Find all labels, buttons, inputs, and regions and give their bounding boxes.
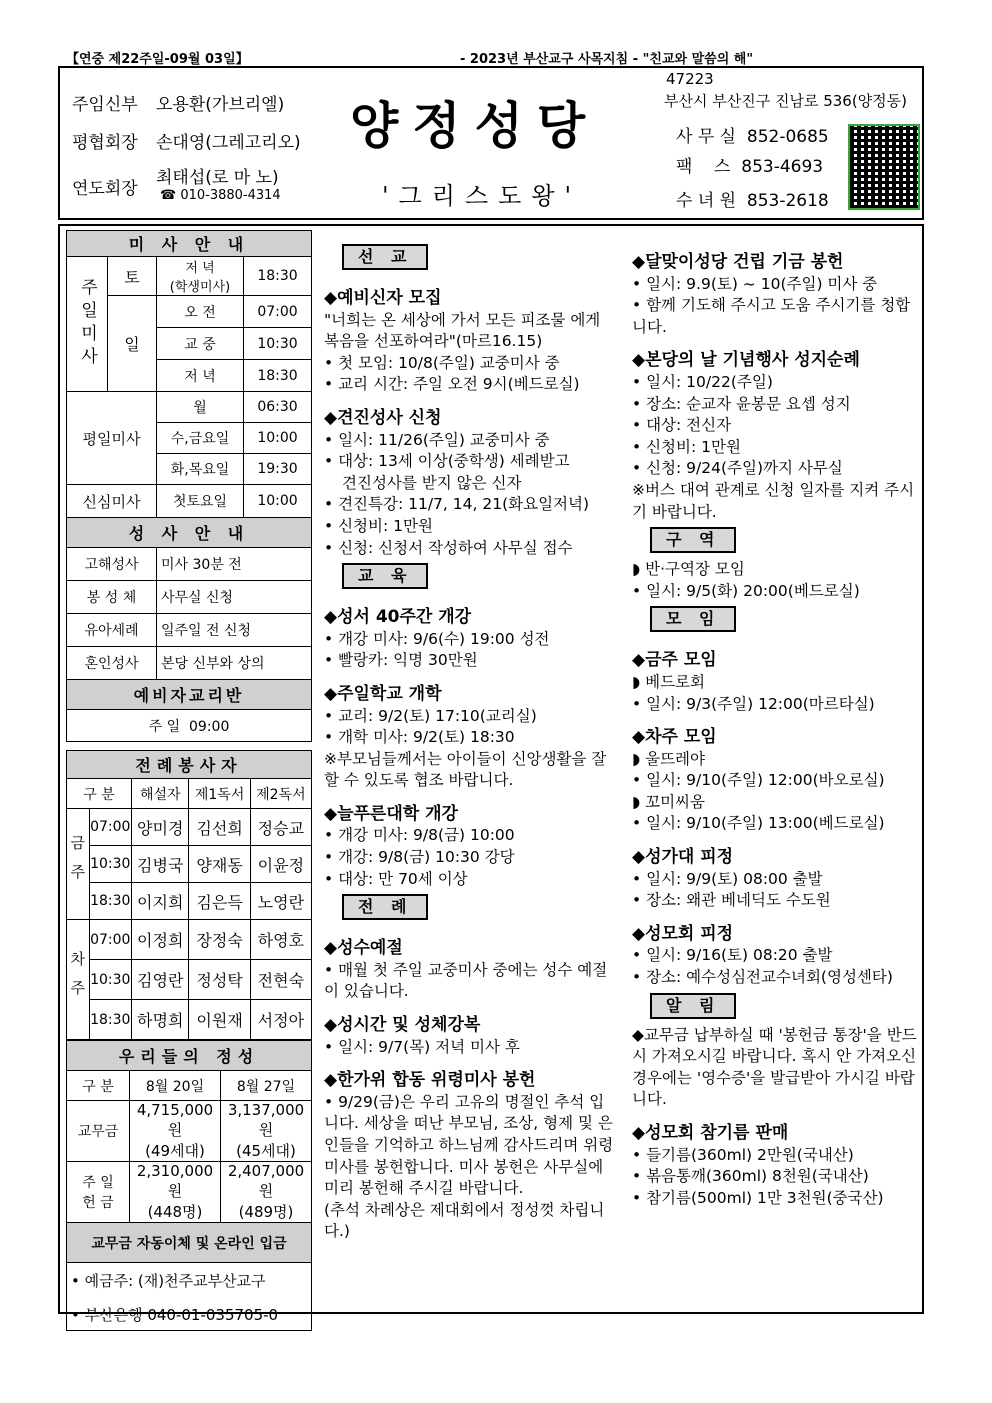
- notice-line: • 첫 모임: 10/8(주일) 교중미사 중: [324, 353, 560, 372]
- mass-time: 18:30: [244, 360, 312, 392]
- zip-code: 47223: [666, 70, 714, 88]
- offering-table: [66, 1040, 312, 1331]
- notice-line: • 교리: 9/2(토) 17:10(교리실): [324, 706, 537, 725]
- notice-line: • 볶음통깨(360ml) 8천원(국내산): [632, 1167, 869, 1186]
- server: 이지희: [132, 883, 189, 920]
- notice-line: • 교리 시간: 주일 오전 9시(베드로실): [324, 375, 580, 394]
- notice-line: "너희는 온 세상에 가서 모든 피조물 에게 복음을 선포하여라"(마르16.15): [324, 310, 601, 351]
- top-line: [60, 46, 926, 66]
- notice-line: • 개강: 9/8(금) 10:30 강당: [324, 848, 515, 867]
- grade-name: 최태섭(로 마 노): [156, 168, 279, 188]
- catechumen-title: 예비자교리반: [67, 680, 312, 710]
- notice-line: • 신청: 9/24(주일)까지 사무실: [632, 459, 843, 478]
- saturday-label: 토: [108, 257, 157, 296]
- section-label-row: [632, 602, 917, 638]
- server: 하영호: [250, 920, 311, 960]
- auto-transfer-title: 교무금 자동이체 및 온라인 입금: [67, 1223, 312, 1263]
- mass-time: 19:30: [244, 454, 312, 485]
- catechumen-time: 주 일 09:00: [67, 710, 312, 742]
- time: 07:00: [89, 809, 131, 846]
- notice-heading: ◆성가대 피정: [632, 847, 734, 868]
- grade-label: 연도회장: [72, 179, 138, 199]
- notice-line: • 함께 기도해 주시고 도움 주시기를 청합니다.: [632, 296, 911, 336]
- server: 김영란: [132, 960, 189, 1000]
- fax-number: 팩 스 853-4693: [676, 157, 824, 177]
- saturday-time: 18:30: [244, 257, 312, 296]
- time: 18:30: [89, 1000, 131, 1040]
- week-label: 차주: [67, 920, 90, 1040]
- col-head: 구 분: [67, 1071, 130, 1101]
- section-label-row: [632, 523, 917, 559]
- notice-line: • 견진특강: 11/7, 14, 21(화요일저녁): [324, 495, 590, 514]
- notice-line: ◆교무금 납부하실 때 '봉헌금 통장'을 반드시 가져오시길 바랍니다. 혹시 안 가져오신 경우에는 '영수증'을 발급받아 가시길 바랍니다.: [632, 1025, 917, 1109]
- server: 김병국: [132, 846, 189, 883]
- info-table: [66, 230, 312, 742]
- sacrament-note: 미사 30분 전: [157, 548, 312, 581]
- time: 10:30: [89, 846, 131, 883]
- notice-line: ◗ 반·구역장 모임: [632, 560, 745, 579]
- notice-heading: ◆성모회 참기름 판매: [632, 1123, 789, 1143]
- notice-line: • 일시: 11/26(주일) 교중미사 중: [324, 430, 550, 449]
- convent-phone: 수 녀 원 853-2618: [676, 191, 829, 211]
- notice-heading: ◆달맞이성당 건립 기금 봉헌: [632, 252, 844, 272]
- office-phone: 사 무 실 852-0685: [676, 127, 829, 147]
- notice-line: ※버스 대여 관계로 신청 일자를 지켜 주시기 바랍니다.: [632, 480, 915, 521]
- notice-line: ◗ 베드로회: [632, 672, 705, 691]
- mass-kind: 첫토요일: [157, 485, 244, 518]
- sacrament-name: 혼인성사: [67, 647, 157, 680]
- sacrament-note: 일주일 전 신청: [157, 614, 312, 647]
- notice-line: ◗ 꼬미씨움: [632, 792, 705, 811]
- col-head: 8월 20일: [130, 1071, 221, 1101]
- sunday-mass-label: 주일미사: [67, 257, 108, 392]
- pastor-label: 주임신부: [72, 95, 138, 115]
- sacrament-title: 성 사 안 내: [67, 518, 312, 548]
- section-label: 모 임: [650, 606, 736, 632]
- notice-heading: ◆성시간 및 성체강복: [324, 1015, 481, 1036]
- server: 김선희: [189, 809, 250, 846]
- notice-heading: ◆성서 40주간 개강: [324, 607, 472, 628]
- sacrament-name: 유아세례: [67, 614, 157, 647]
- server: 하명희: [132, 1000, 189, 1040]
- servers-title: 전례봉사자: [67, 751, 312, 779]
- sacrament-name: 고해성사: [67, 548, 157, 581]
- week-label: 금주: [67, 809, 90, 920]
- notice-heading: ◆주일학교 개학: [324, 683, 442, 704]
- section-label-row: [324, 559, 614, 595]
- notice-line: • 9/29(금)은 우리 고유의 명절인 추석 입니다. 세상을 떠난 부모님, 조상, 형제 및 은인들을 기억하고 하느님께 감사드리며 위령미사를 봉헌합니다. 미사 봉헌은 사무실에 미리 봉헌해 주시길 바랍니다.: [324, 1092, 614, 1198]
- notice-line: • 대상: 만 70세 이상: [324, 869, 468, 888]
- right-column: [632, 240, 917, 1209]
- notice-line: • 일시: 10/22(주일): [632, 372, 773, 391]
- notice-line: • 개학 미사: 9/2(토) 18:30: [324, 728, 515, 747]
- mass-time: 07:00: [244, 296, 312, 328]
- sacrament-note: 본당 신부와 상의: [157, 647, 312, 680]
- amount: 4,715,000원 (49세대): [130, 1101, 221, 1162]
- address: 부산시 부산진구 진남로 536(양정동): [664, 92, 908, 110]
- sacrament-name: 봉 성 체: [67, 581, 157, 614]
- notice-line: • 일시: 9/16(토) 08:20 출발: [632, 946, 833, 965]
- server: 김은득: [189, 883, 250, 920]
- row-label: 주 일 헌 금: [67, 1162, 130, 1223]
- mass-time: 10:00: [244, 423, 312, 454]
- col-head: 8월 27일: [221, 1071, 312, 1101]
- mass-time: 10:00: [244, 485, 312, 518]
- notice-line: • 일시: 9/10(주일) 12:00(바오로실): [632, 771, 885, 790]
- section-label: 교 육: [342, 563, 428, 589]
- devotion-mass-label: 신심미사: [67, 485, 157, 518]
- server: 노영란: [250, 883, 311, 920]
- offering-title: 우리들의 정성: [67, 1041, 312, 1071]
- mass-time: 10:30: [244, 328, 312, 360]
- notice-line: • 일시: 9.9(토) ~ 10(주일) 미사 중: [632, 274, 878, 293]
- section-label: 알 림: [650, 993, 736, 1019]
- col-head: 제2독서: [250, 779, 311, 809]
- parish-subtitle: '그리스도왕': [382, 182, 582, 210]
- mass-title: 미 사 안 내: [67, 231, 312, 257]
- servers-table: [66, 750, 312, 1040]
- issue-label: 【연중 제22주일-09월 03일】: [66, 52, 249, 67]
- notice-line: 견진성사를 받지 않은 신자: [342, 473, 522, 492]
- mass-time: 06:30: [244, 392, 312, 423]
- notice-line: (추석 차례상은 제대회에서 정성껏 차립니다.): [324, 1200, 605, 1241]
- notice-heading: ◆성모회 피정: [632, 923, 734, 944]
- col-head: 해설자: [132, 779, 189, 809]
- server: 이윤정: [250, 846, 311, 883]
- notice-line: • 대상: 전신자: [632, 416, 732, 435]
- notice-line: • 일시: 9/9(토) 08:00 출발: [632, 869, 823, 888]
- notice-line: • 일시: 9/5(화) 20:00(베드로실): [632, 581, 860, 600]
- sacrament-note: 사무실 신청: [157, 581, 312, 614]
- grade-phone: ☎ 010-3880-4314: [160, 188, 281, 203]
- section-label-row: [324, 240, 614, 276]
- section-label: 구 역: [650, 527, 736, 553]
- notice-line: • 일시: 9/3(주일) 12:00(마르타실): [632, 694, 875, 713]
- amount: 2,407,000원 (489명): [221, 1162, 312, 1223]
- mass-kind: 저 녁: [157, 360, 244, 392]
- motto: - 2023년 부산교구 사목지침 - "친교와 말씀의 해": [460, 52, 754, 67]
- notice-heading: ◆성수예절: [324, 938, 403, 959]
- bank-account: • 부산은행 040-01-035705-0: [67, 1299, 312, 1331]
- mass-kind: 화,목요일: [157, 454, 244, 485]
- notice-heading: ◆금주 모임: [632, 650, 717, 671]
- time: 18:30: [89, 883, 131, 920]
- pastor-name: 오용환(가브리엘): [156, 95, 285, 115]
- server: 이정희: [132, 920, 189, 960]
- mass-kind: 교 중: [157, 328, 244, 360]
- notice-line: • 들기름(360ml) 2만원(국내산): [632, 1145, 854, 1164]
- notice-line: • 개강 미사: 9/8(금) 10:00: [324, 826, 515, 845]
- notice-line: • 빨랑카: 익명 30만원: [324, 651, 478, 670]
- row-label: 교무금: [67, 1101, 130, 1162]
- council-label: 평협회장: [72, 133, 138, 153]
- notice-line: • 참기름(500ml) 1만 3천원(중국산): [632, 1188, 884, 1207]
- notice-heading: ◆견진성사 신청: [324, 407, 442, 428]
- notice-line: • 일시: 9/10(주일) 13:00(베드로실): [632, 814, 885, 833]
- qr-code: [848, 124, 920, 210]
- mass-kind: 수,금요일: [157, 423, 244, 454]
- weekday-mass-label: 평일미사: [67, 392, 157, 485]
- header: [58, 66, 924, 220]
- section-label-row: [324, 890, 614, 926]
- time: 07:00: [89, 920, 131, 960]
- server: 전현숙: [250, 960, 311, 1000]
- col-head: 제1독서: [189, 779, 250, 809]
- col-head: 구 분: [67, 779, 132, 809]
- notice-heading: ◆본당의 날 기념행사 성지순례: [632, 350, 860, 371]
- parish-title: 양정성당: [350, 96, 600, 155]
- server: 정승교: [250, 809, 311, 846]
- saturday-kind: 저 녁 (학생미사): [157, 257, 244, 296]
- notice-line: • 장소: 왜관 베네딕도 수도원: [632, 891, 831, 910]
- section-label: 전 례: [342, 894, 428, 920]
- notice-line: • 장소: 예수성심전교수녀회(영성센타): [632, 968, 893, 987]
- server: 이원재: [189, 1000, 250, 1040]
- mass-kind: 오 전: [157, 296, 244, 328]
- server: 서정아: [250, 1000, 311, 1040]
- server: 양미경: [132, 809, 189, 846]
- server: 정성탁: [189, 960, 250, 1000]
- notice-line: • 신청: 신청서 작성하여 사무실 접수: [324, 538, 573, 557]
- notice-line: ◗ 울뜨레야: [632, 749, 705, 768]
- section-label: 선 교: [342, 244, 428, 270]
- notice-line: • 대상: 13세 이상(중학생) 세례받고: [324, 452, 570, 471]
- time: 10:30: [89, 960, 131, 1000]
- sunday-label: 일: [108, 296, 157, 392]
- amount: 3,137,000원 (45세대): [221, 1101, 312, 1162]
- notice-line: ※부모님들께서는 아이들이 신앙생활을 잘할 수 있도록 협조 바랍니다.: [324, 749, 607, 790]
- section-label-row: [632, 989, 917, 1025]
- notice-heading: ◆늘푸른대학 개강: [324, 803, 458, 824]
- council-name: 손대영(그레고리오): [156, 133, 301, 153]
- notice-line: • 장소: 순교자 윤봉문 요셉 성지: [632, 394, 851, 413]
- notice-heading: ◆한가위 합동 위령미사 봉헌: [324, 1070, 536, 1091]
- middle-column: [324, 240, 614, 1243]
- notice-line: • 신청비: 1만원: [324, 516, 433, 535]
- notice-heading: ◆예비신자 모집: [324, 288, 442, 308]
- notice-line: • 개강 미사: 9/6(수) 19:00 성전: [324, 629, 550, 648]
- amount: 2,310,000원 (448명): [130, 1162, 221, 1223]
- notice-line: • 매월 첫 주일 교중미사 중에는 성수 예절이 있습니다.: [324, 960, 608, 1001]
- notice-line: • 신청비: 1만원: [632, 437, 741, 456]
- server: 양재동: [189, 846, 250, 883]
- account-holder: • 예금주: (재)천주교부산교구: [67, 1263, 312, 1299]
- mass-kind: 월: [157, 392, 244, 423]
- notice-heading: ◆차주 모임: [632, 727, 717, 748]
- server: 장정숙: [189, 920, 250, 960]
- notice-line: • 일시: 9/7(목) 저녁 미사 후: [324, 1037, 520, 1056]
